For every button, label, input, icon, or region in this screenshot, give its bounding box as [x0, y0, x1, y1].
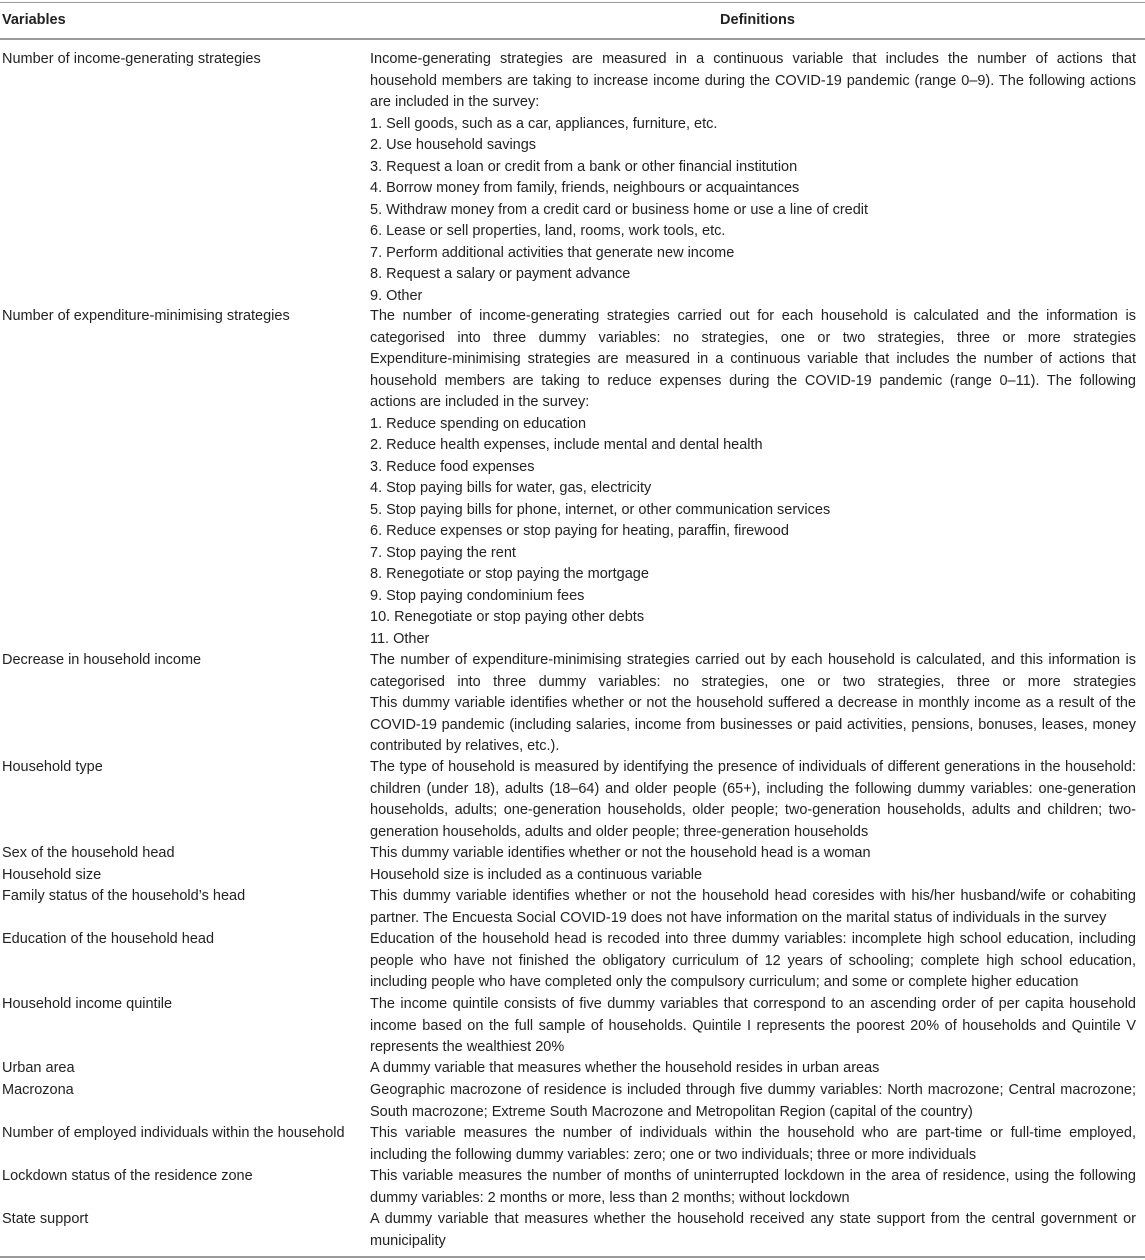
definition-line: 4. Borrow money from family, friends, neighbours or acquaintances — [370, 180, 800, 196]
variable-definition — [370, 49, 1136, 307]
definition-line: 8. Request a salary or payment advance — [370, 266, 631, 282]
definition-line: COVID-19 pandemic (including salaries, income from businesses or paid activities, pensions, bonuses, leases, money — [370, 716, 1136, 733]
table-top-rule — [0, 2, 1145, 3]
definition-line: Household size is included as a continuous variable — [370, 867, 703, 883]
definition-line: partner. The Encuesta Social COVID-19 does not have information on the marital status of individuals in the survey — [370, 909, 1107, 926]
definition-line: including the following dummy variables: zero; one or two individuals; three or more individuals — [370, 1146, 977, 1163]
variable-name: Number of expenditure-minimising strategies — [2, 308, 290, 324]
variable-definition — [370, 1080, 1136, 1123]
definition-line: represents the wealthiest 20% — [370, 1039, 565, 1055]
variable-name: Number of employed individuals within the household — [2, 1125, 345, 1141]
definition-line: This dummy variable identifies whether or not the household head is a woman — [370, 845, 871, 861]
definition-line: people who have not finished the obligatory curriculum of 12 years of schooling; complete high school education, — [370, 952, 1136, 969]
definition-line: Geographic macrozone of residence is included through five dummy variables: North macrozone; Central macrozone; — [370, 1082, 1136, 1098]
variable-definition — [370, 1209, 1136, 1252]
definition-line: actions are included in the survey: — [370, 394, 590, 410]
definition-line: The type of household is measured by identifying the presence of individuals of different generations in the household: — [370, 759, 1136, 775]
definition-line: This variable measures the number of months of uninterrupted lockdown in the area of residence, using the following — [370, 1168, 1136, 1184]
definition-line: 2. Use household savings — [370, 137, 537, 153]
variable-name: Macrozona — [2, 1082, 74, 1098]
table-header-rule — [0, 38, 1145, 40]
definition-line: are included in the survey: — [370, 94, 540, 110]
definition-line: household members are taking to reduce expenses during the COVID-19 pandemic (range 0–11). The following — [370, 372, 1136, 389]
definition-line: 11. Other — [370, 630, 430, 647]
variable-name: Sex of the household head — [2, 845, 175, 861]
definition-line: 4. Stop paying bills for water, gas, electricity — [370, 480, 652, 496]
definition-line: municipality — [370, 1232, 446, 1249]
definition-line: 9. Other — [370, 287, 423, 304]
definition-line: 2. Reduce health expenses, include mental and dental health — [370, 437, 763, 453]
definition-line: 6. Lease or sell properties, land, rooms, work tools, etc. — [370, 223, 726, 239]
table-bottom-rule — [0, 1256, 1145, 1258]
variable-definition — [370, 306, 1136, 650]
variable-name: Lockdown status of the residence zone — [2, 1168, 253, 1184]
definition-line: 3. Request a loan or credit from a bank or other financial institution — [370, 158, 798, 175]
variable-name: Household income quintile — [2, 996, 173, 1012]
definition-line: 7. Perform additional activities that generate new income — [370, 244, 735, 261]
variable-definition — [370, 886, 1136, 929]
variable-definition — [370, 1058, 1136, 1080]
definition-line: A dummy variable that measures whether the household resides in urban areas — [370, 1060, 880, 1076]
variable-definition — [370, 865, 1136, 887]
variable-definition — [370, 929, 1136, 994]
variable-name: Household type — [2, 759, 103, 775]
column-header-variables: Variables — [2, 12, 66, 28]
definition-line: 5. Withdraw money from a credit card or business home or use a line of credit — [370, 201, 869, 218]
definition-line: South macrozone; Extreme South Macrozone and Metropolitan Region (capital of the country) — [370, 1103, 973, 1120]
definition-line: 10. Renegotiate or stop paying other debts — [370, 609, 645, 625]
definition-line: The income quintile consists of five dummy variables that correspond to an ascending order of per capita household — [370, 996, 1136, 1012]
variable-name: State support — [2, 1211, 89, 1227]
column-header-definitions: Definitions — [720, 12, 795, 28]
definition-line: household members are taking to increase income during the COVID-19 pandemic (range 0–9). The following actions — [370, 72, 1136, 89]
variable-name: Decrease in household income — [2, 652, 202, 668]
definition-line: categorised into three dummy variables: no strategies, one or two strategies, three or more strategies — [370, 329, 1136, 346]
variable-name: Urban area — [2, 1060, 75, 1076]
definition-line: children (under 18), adults (18–64) and older people (65+), including the following dummy variables: one-generation — [370, 780, 1136, 797]
definition-line: Expenditure-minimising strategies are measured in a continuous variable that includes the number of actions that — [370, 351, 1136, 367]
definition-line: contributed by relatives, etc.). — [370, 738, 560, 754]
definition-line: Education of the household head is recoded into three dummy variables: incomplete high school education, including — [370, 931, 1136, 947]
definition-line: The number of income-generating strategies carried out for each household is calculated and the information is — [370, 308, 1136, 324]
variable-definition — [370, 1123, 1136, 1166]
variable-definition — [370, 650, 1136, 758]
definition-line: categorised into three dummy variables: no strategies, one or two strategies, three or more strategies — [370, 673, 1136, 690]
definition-line: 1. Sell goods, such as a car, appliances, furniture, etc. — [370, 115, 718, 132]
definition-line: 1. Reduce spending on education — [370, 415, 587, 432]
definition-line: This dummy variable identifies whether or not the household suffered a decrease in monthly income as a result of the — [370, 695, 1136, 711]
definition-line: Income-generating strategies are measured in a continuous variable that includes the number of actions that — [370, 51, 1136, 67]
definition-line: 3. Reduce food expenses — [370, 458, 535, 475]
definition-line: This dummy variable identifies whether or not the household head coresides with his/her husband/wife or cohabiting — [370, 888, 1136, 904]
variable-name: Education of the household head — [2, 931, 215, 947]
definition-line: This variable measures the number of individuals within the household who are part-time or full-time employed, — [370, 1125, 1136, 1141]
variable-name: Number of income-generating strategies — [2, 51, 261, 67]
definition-line: 6. Reduce expenses or stop paying for heating, paraffin, firewood — [370, 523, 789, 539]
variable-name: Family status of the household’s head — [2, 888, 246, 904]
variable-definition — [370, 1166, 1136, 1209]
definition-line: The number of expenditure-minimising strategies carried out by each household is calculated, and this information is — [370, 652, 1136, 668]
definition-line: generation households, adults and older people; three-generation households — [370, 823, 869, 840]
variable-name: Household size — [2, 867, 102, 883]
definition-line: 7. Stop paying the rent — [370, 544, 516, 561]
definition-line: A dummy variable that measures whether the household received any state support from the central government or — [370, 1211, 1136, 1227]
variable-definition — [370, 843, 1136, 865]
definition-line: income based on the full sample of households. Quintile I represents the poorest 20% of households and Quintile V — [370, 1017, 1136, 1034]
definition-line: households, adults; one-generation households, older people; two-generation households, adults and children; two- — [370, 802, 1136, 818]
definition-line: including people who have completed only the compulsory curriculum; and some or complete higher education — [370, 974, 1079, 990]
variable-definition — [370, 757, 1136, 843]
definition-line: 8. Renegotiate or stop paying the mortgage — [370, 566, 649, 582]
definition-line: 9. Stop paying condominium fees — [370, 587, 585, 604]
variable-definition — [370, 994, 1136, 1059]
definition-line: 5. Stop paying bills for phone, internet, or other communication services — [370, 501, 831, 518]
definition-line: dummy variables: 2 months or more, less than 2 months; without lockdown — [370, 1189, 850, 1206]
